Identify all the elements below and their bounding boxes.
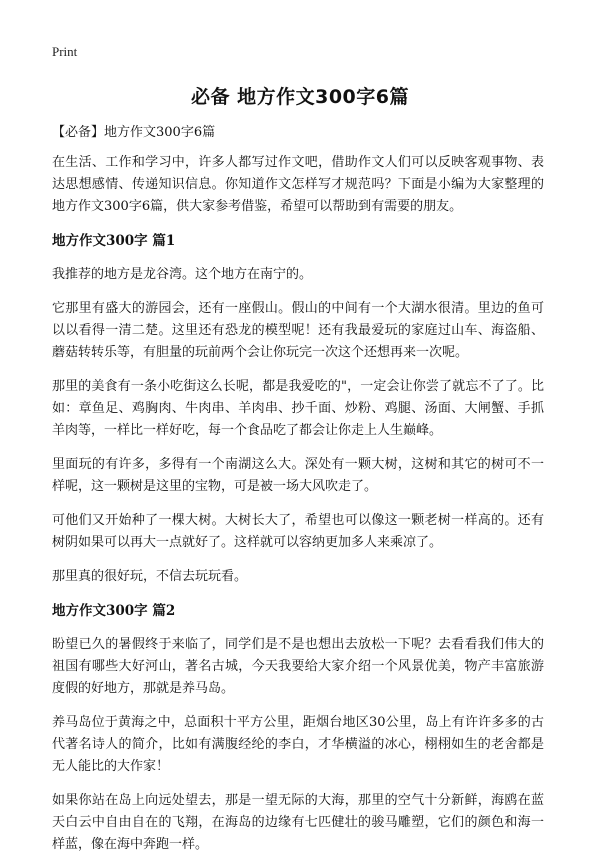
- intro-paragraph: 在生活、工作和学习中，许多人都写过作文吧，借助作文人们可以反映客观事物、表达思想感情、传递知识信息。你知道作文怎样写才规范吗？下面是小编为大家整理的地方作文300字6篇，供大家参考借鉴，希望可以帮助到有需要的朋友。: [52, 155, 544, 214]
- section-1-paragraph-5: 可他们又开始种了一棵大树。大树长大了，希望也可以像这一颗老树一样高的。还有树阴如果可以再大一点就好了。这样就可以容纳更加多人来乘凉了。: [52, 513, 544, 550]
- article-body: [52, 122, 544, 868]
- section-1-paragraph-2: 它那里有盛大的游园会，还有一座假山。假山的中间有一个大湖水很清。里边的鱼可以以看得一清二楚。这里还有恐龙的模型呢！还有我最爱玩的家庭过山车、海盗船、蘑菇转转乐等，有胆量的玩前两个会让你玩完一次这个还想再来一次呢。: [52, 301, 544, 360]
- section-1-paragraph-6: 那里真的很好玩，不信去玩玩看。: [52, 569, 248, 584]
- section-1-paragraph-1: 我推荐的地方是龙谷湾。这个地方在南宁的。: [52, 267, 313, 282]
- section-heading-1: 地方作文300字 篇1: [52, 233, 176, 249]
- section-heading-2: 地方作文300字 篇2: [52, 603, 176, 619]
- section-1-paragraph-4: 里面玩的有许多，多得有一个南湖这么大。深处有一颗大树，这树和其它的树可不一样呢，这一颗树是这里的宝物，可是被一场大风吹走了。: [52, 457, 544, 494]
- section-2-paragraph-3: 如果你站在岛上向远处望去，那是一望无际的大海，那里的空气十分新鲜，海鸥在蓝天白云中自由自在的飞翔，在海岛的边缘有七匹健壮的骏马雕塑，它们的颜色和海一样蓝，像在海中奔跑一样。: [52, 793, 544, 852]
- intro-tag: 【必备】地方作文300字6篇: [52, 125, 216, 140]
- section-1-paragraph-3: 那里的美食有一条小吃街这么长呢，都是我爱吃的"，一定会让你尝了就忘不了了。比如：章鱼足、鸡胸肉、牛肉串、羊肉串、抄千面、炒粉、鸡腿、汤面、大闸蟹、手抓羊肉等，一样比一样好吃，每一个食品吃了都会让你走上人生巅峰。: [52, 379, 544, 438]
- print-link[interactable]: Print: [52, 44, 78, 59]
- section-2-paragraph-2: 养马岛位于黄海之中，总面积十平方公里，距烟台地区30公里，岛上有许许多多的古代著名诗人的简介，比如有满腹经纶的李白，才华横溢的冰心，栩栩如生的老舍都是无人能比的大作家！: [52, 715, 544, 774]
- section-2-paragraph-1: 盼望已久的暑假终于来临了，同学们是不是也想出去放松一下呢？去看看我们伟大的祖国有哪些大好河山，著名古城，今天我要给大家介绍一个风景优美，物产丰富旅游度假的好地方，那就是养马岛。: [52, 637, 544, 696]
- page-title: 必备 地方作文300字6篇: [191, 86, 409, 108]
